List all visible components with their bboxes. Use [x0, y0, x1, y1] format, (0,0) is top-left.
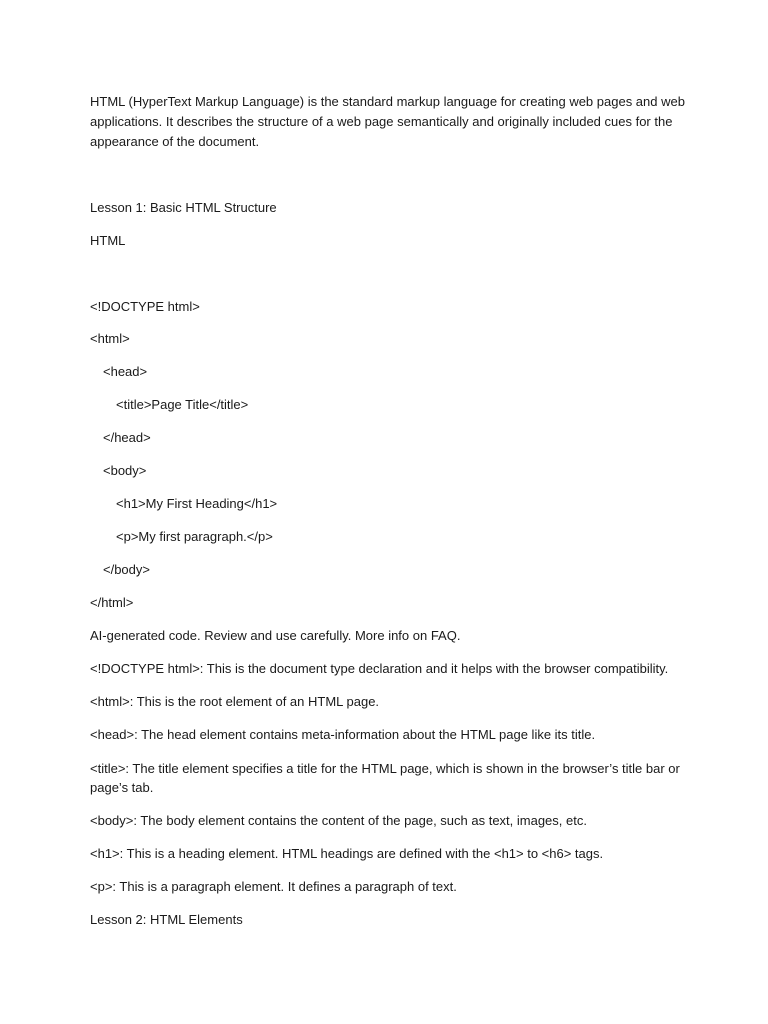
explanation-h1: <h1>: This is a heading element. HTML headings are defined with the <h1> to <h6> tags. — [90, 846, 604, 861]
explanation-head: <head>: The head element contains meta-information about the HTML page like its title. — [90, 727, 596, 742]
intro-line-1: HTML (HyperText Markup Language) is the standard markup language for creating web pages and web — [90, 94, 685, 109]
explanation-p: <p>: This is a paragraph element. It defines a paragraph of text. — [90, 879, 457, 894]
code-line: <html> — [90, 331, 130, 346]
code-line: <head> — [103, 364, 148, 379]
code-line: <body> — [103, 463, 147, 478]
explanation-doctype: <!DOCTYPE html>: This is the document type declaration and it helps with the browser compatibility. — [90, 661, 669, 676]
code-line: <title>Page Title</title> — [116, 397, 249, 412]
code-language-label: HTML — [90, 233, 126, 248]
ai-generated-note: AI-generated code. Review and use carefully. More info on FAQ. — [90, 628, 461, 643]
explanation-title: <title>: The title element specifies a title for the HTML page, which is shown in the browser’s title bar or — [90, 761, 680, 776]
code-line: <p>My first paragraph.</p> — [116, 529, 273, 544]
code-line: <!DOCTYPE html> — [90, 299, 200, 314]
code-line: </body> — [103, 562, 150, 577]
intro-line-2: applications. It describes the structure of a web page semantically and originally included cues for the — [90, 114, 673, 129]
code-line: <h1>My First Heading</h1> — [116, 496, 278, 511]
intro-line-3: appearance of the document. — [90, 134, 260, 149]
explanation-body: <body>: The body element contains the content of the page, such as text, images, etc. — [90, 813, 587, 828]
lesson-1-heading: Lesson 1: Basic HTML Structure — [90, 200, 277, 215]
code-line: </html> — [90, 595, 134, 610]
lesson-2-heading: Lesson 2: HTML Elements — [90, 912, 243, 927]
code-line: </head> — [103, 430, 151, 445]
explanation-html: <html>: This is the root element of an HTML page. — [90, 694, 380, 709]
explanation-title-cont: page’s tab. — [90, 780, 154, 795]
